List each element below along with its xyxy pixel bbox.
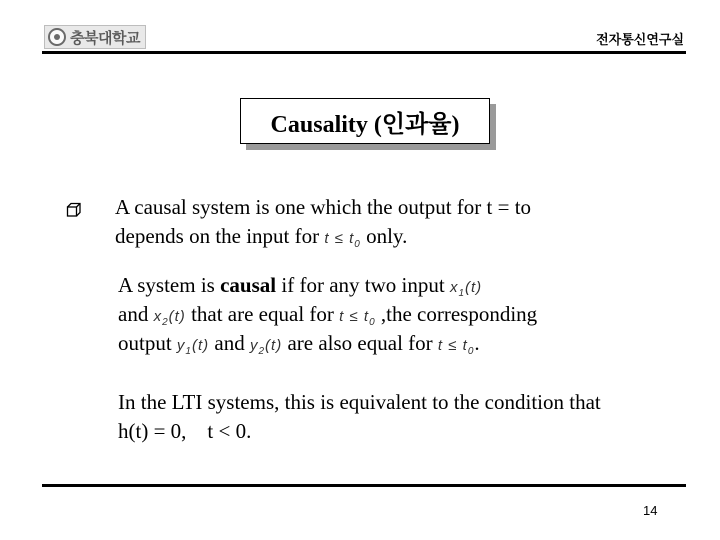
- cube-bullet-icon: [66, 202, 82, 218]
- bullet-line-2: [115, 222, 407, 259]
- math-t-le-t0: $t \le t_0$: [437, 337, 475, 357]
- math-y2t: $y_2(t)$: [249, 337, 283, 357]
- bullet-line-1: A causal system is one which the output for t = to: [115, 195, 532, 219]
- para2-line-2: h(t) = 0, t < 0.: [118, 419, 252, 443]
- math-t-le-t0: $t \le t_0$: [339, 308, 376, 328]
- lab-name: 전자통신연구실: [596, 33, 684, 48]
- para1-line-2: and $x_2(t)$ that are equal for $t \le t_0$ ,the corresponding: [118, 302, 538, 328]
- para1-line-1: A system is causal if for any two input $x_1(t)$: [118, 273, 483, 299]
- math-x1t: $x_1(t)$: [449, 279, 483, 299]
- university-seal-icon: [48, 28, 66, 46]
- logo-text: 충북대학교: [70, 28, 140, 47]
- math-x2t: $x_2(t)$: [153, 308, 186, 328]
- university-logo: [44, 25, 146, 49]
- bullet-line-2-text: depends on the input for: [115, 224, 320, 248]
- bullet-line-2-end: only.: [366, 224, 408, 248]
- page-number: 14: [643, 503, 658, 518]
- math-y1t: $y_1(t)$: [176, 337, 210, 357]
- bottom-divider: [42, 484, 686, 487]
- para2-line-1: In the LTI systems, this is equivalent to the condition that: [118, 390, 601, 414]
- para1-line-3: output $y_1(t)$ and $y_2(t)$ are also equal for $t \le t_0$.: [118, 331, 480, 357]
- slide-title: Causality (인과율): [240, 98, 490, 144]
- top-divider: [42, 51, 686, 54]
- causal-bold: causal: [220, 273, 277, 297]
- math-t-le-t0: $t \le t_0$: [324, 230, 361, 250]
